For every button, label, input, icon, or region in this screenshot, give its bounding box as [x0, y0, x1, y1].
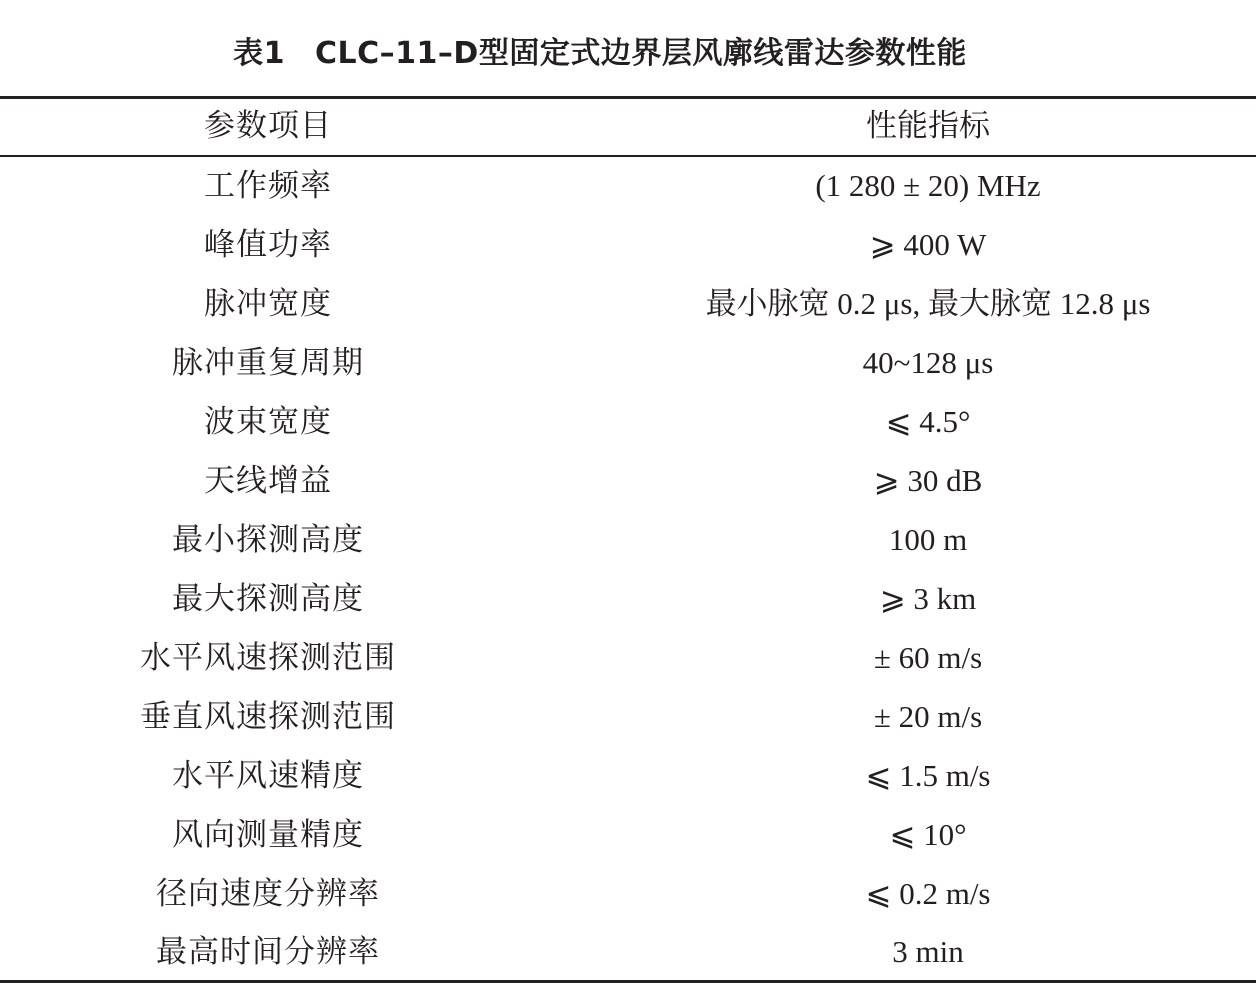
row-value: (1 280 ± 20) MHz — [815, 168, 1041, 203]
row-value: ⩾ 400 W — [869, 227, 987, 262]
table-row — [0, 746, 1256, 805]
table-row — [0, 510, 1256, 569]
table-row — [0, 569, 1256, 628]
row-param: 水平风速探测范围 — [140, 640, 396, 675]
row-param: 天线增益 — [204, 463, 332, 498]
row-value: 40~128 μs — [862, 345, 994, 380]
row-param: 工作频率 — [204, 168, 332, 203]
row-param: 最小探测高度 — [172, 522, 364, 557]
row-value: 3 min — [892, 934, 964, 969]
row-value: ⩽ 0.2 m/s — [865, 876, 991, 911]
table-row — [0, 156, 1256, 215]
row-param: 脉冲宽度 — [204, 286, 332, 321]
row-param: 风向测量精度 — [172, 817, 364, 852]
row-param: 径向速度分辨率 — [156, 876, 380, 911]
table-caption — [0, 28, 1200, 80]
row-value: ⩽ 10° — [889, 817, 967, 852]
table-row — [0, 392, 1256, 451]
table-row — [0, 451, 1256, 510]
row-value: ⩾ 3 km — [879, 581, 977, 616]
table-row — [0, 864, 1256, 923]
table-row — [0, 805, 1256, 864]
table-row — [0, 922, 1256, 981]
row-value: ± 20 m/s — [873, 699, 983, 734]
row-param: 峰值功率 — [204, 227, 332, 262]
header-value: 性能指标 — [866, 108, 990, 143]
row-value: ± 60 m/s — [873, 640, 983, 675]
row-param: 波束宽度 — [204, 404, 332, 439]
table-title: CLC–11–D型固定式边界层风廓线雷达参数性能 — [315, 36, 967, 71]
table-row — [0, 333, 1256, 392]
row-value: ⩽ 4.5° — [885, 404, 971, 439]
table-row — [0, 687, 1256, 746]
table-row — [0, 628, 1256, 687]
table-bottom-rule — [0, 980, 1256, 983]
row-param: 脉冲重复周期 — [172, 345, 364, 380]
row-param: 垂直风速探测范围 — [140, 699, 396, 734]
row-value: ⩾ 30 dB — [873, 463, 983, 498]
table-header-row — [0, 96, 1256, 155]
row-param: 最高时间分辨率 — [156, 934, 380, 969]
table-row — [0, 215, 1256, 274]
row-param: 水平风速精度 — [172, 758, 364, 793]
row-value: ⩽ 1.5 m/s — [865, 758, 991, 793]
row-value: 100 m — [888, 522, 968, 557]
row-value: 最小脉宽 0.2 μs, 最大脉宽 12.8 μs — [705, 286, 1151, 321]
row-param: 最大探测高度 — [172, 581, 364, 616]
table-row — [0, 274, 1256, 333]
table-number: 表1 — [233, 36, 286, 71]
header-param: 参数项目 — [204, 108, 332, 143]
